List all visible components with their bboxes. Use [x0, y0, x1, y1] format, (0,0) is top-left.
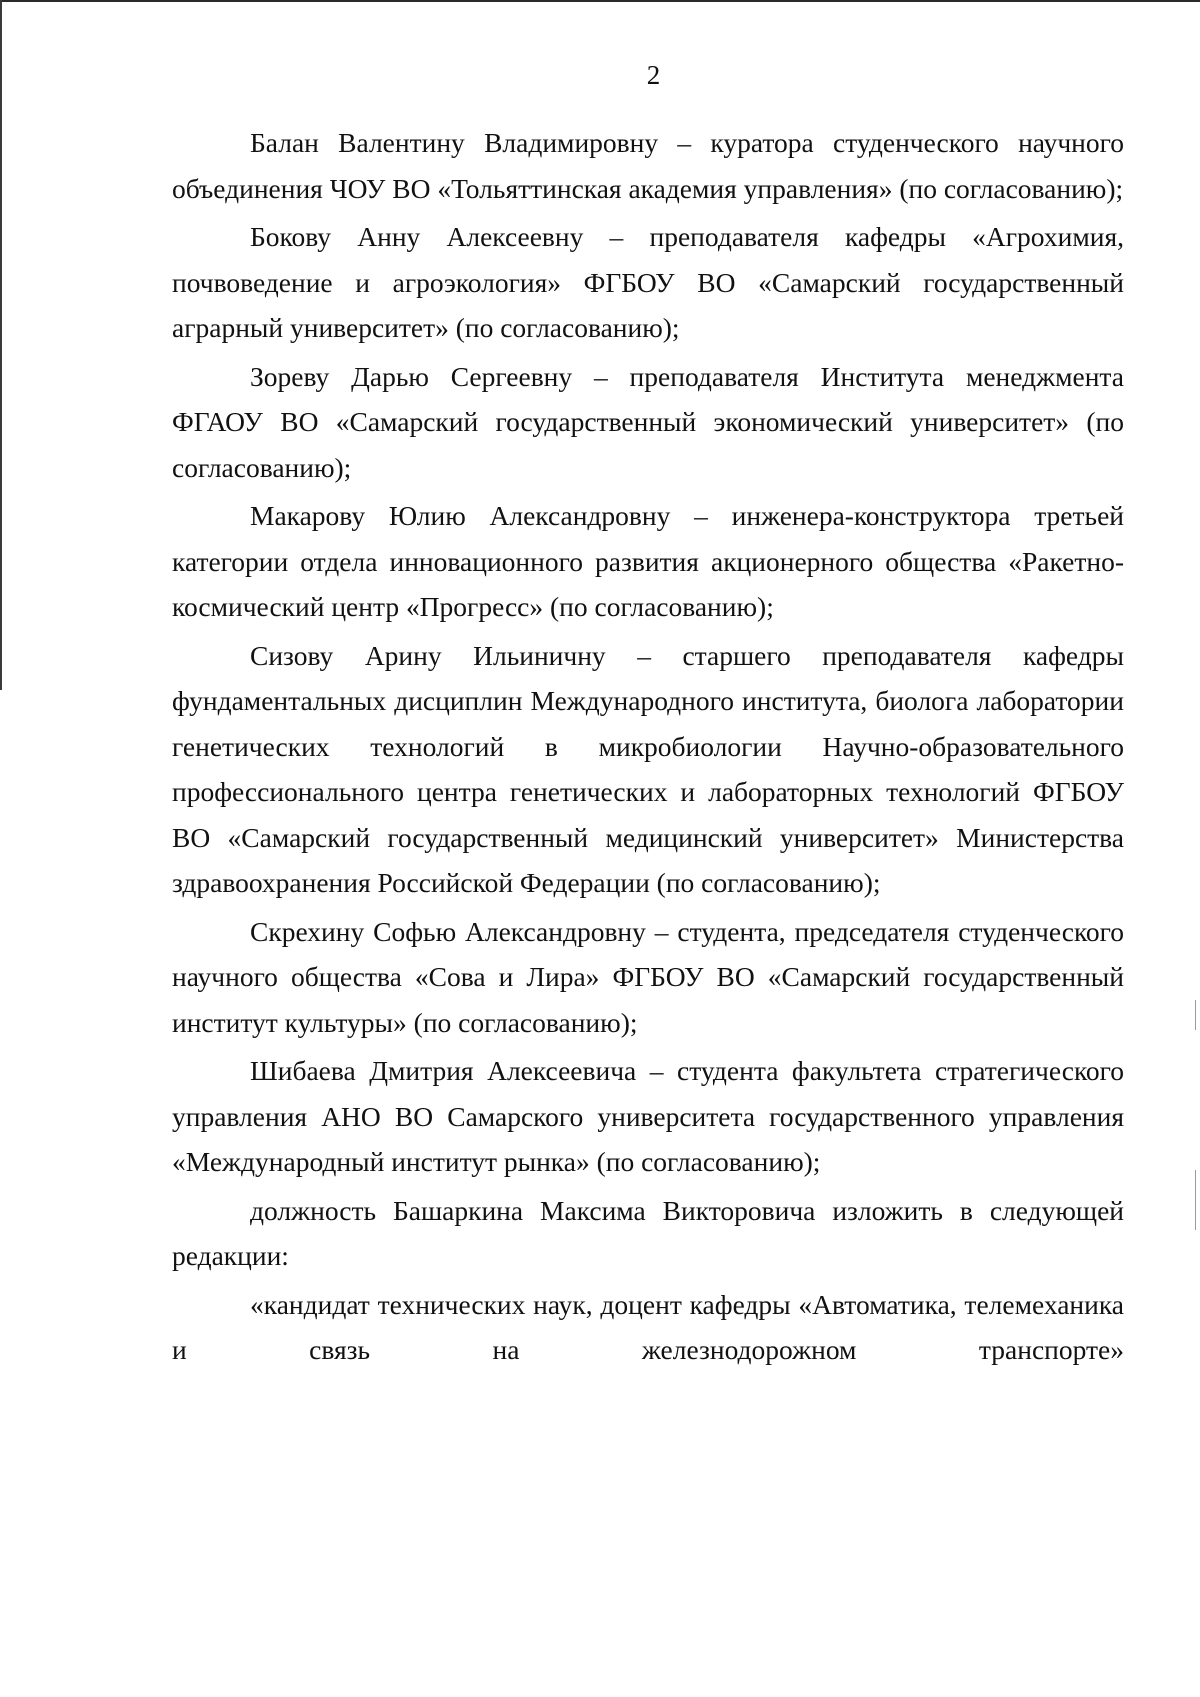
paragraph-basharkin: должность Башаркина Максима Викторовича изложить в следующей редакции:: [172, 1194, 1124, 1271]
scan-left-border: [0, 0, 2, 690]
paragraph-zoreva: Зореву Дарью Сергеевну – преподавателя Института менеджмента ФГАОУ ВО «Самарский государственный экономический университет» (по согласованию);: [172, 360, 1124, 483]
scan-right-mark: [1195, 1000, 1196, 1030]
paragraph-makarova: Макарову Юлию Александровну – инженера-конструктора третьей категории отдела инновационного развития акционерного общества «Ракетно-космический центр «Прогресс» (по согласованию);: [172, 500, 1124, 622]
paragraph-balan: Балан Валентину Владимировну – куратора студенческого научного объединения ЧОУ ВО «Тольяттинская академия управления» (по согласованию);: [172, 127, 1124, 204]
paragraph-kandidat: «кандидат технических наук, доцент кафедры «Автоматика, телемеханика и связь на железнодорожном транспорте»: [172, 1288, 1124, 1365]
document-body: [172, 120, 1124, 1376]
scan-right-mark: [1195, 1170, 1196, 1230]
paragraph-bokova: Бокову Анну Алексеевну – преподавателя кафедры «Агрохимия, почвоведение и агроэкология» ФГБОУ ВО «Самарский государственный аграрный университет» (по согласованию);: [172, 221, 1124, 343]
paragraph-sizova: Сизову Арину Ильиничну – старшего преподавателя кафедры фундаментальных дисциплин Международного института, биолога лаборатории генетических технологий в микробиологии Научно-образовательного профессионального центра генетических и лабораторных технологий ФГБОУ ВО «Самарский государственный медицинский университет» Министерства здравоохранения Российской Федерации (по согласованию);: [172, 639, 1124, 898]
paragraph-skrekhina: Скрехину Софью Александровну – студента, председателя студенческого научного общества «Сова и Лира» ФГБОУ ВО «Самарский государственный институт культуры» (по согласованию);: [172, 915, 1124, 1038]
page-number: 2: [646, 60, 661, 90]
scan-top-border: [0, 0, 1200, 2]
paragraph-shibaev: Шибаева Дмитрия Алексеевича – студента факультета стратегического управления АНО ВО Самарского университета государственного управления «Международный институт рынка» (по согласованию);: [172, 1055, 1124, 1177]
